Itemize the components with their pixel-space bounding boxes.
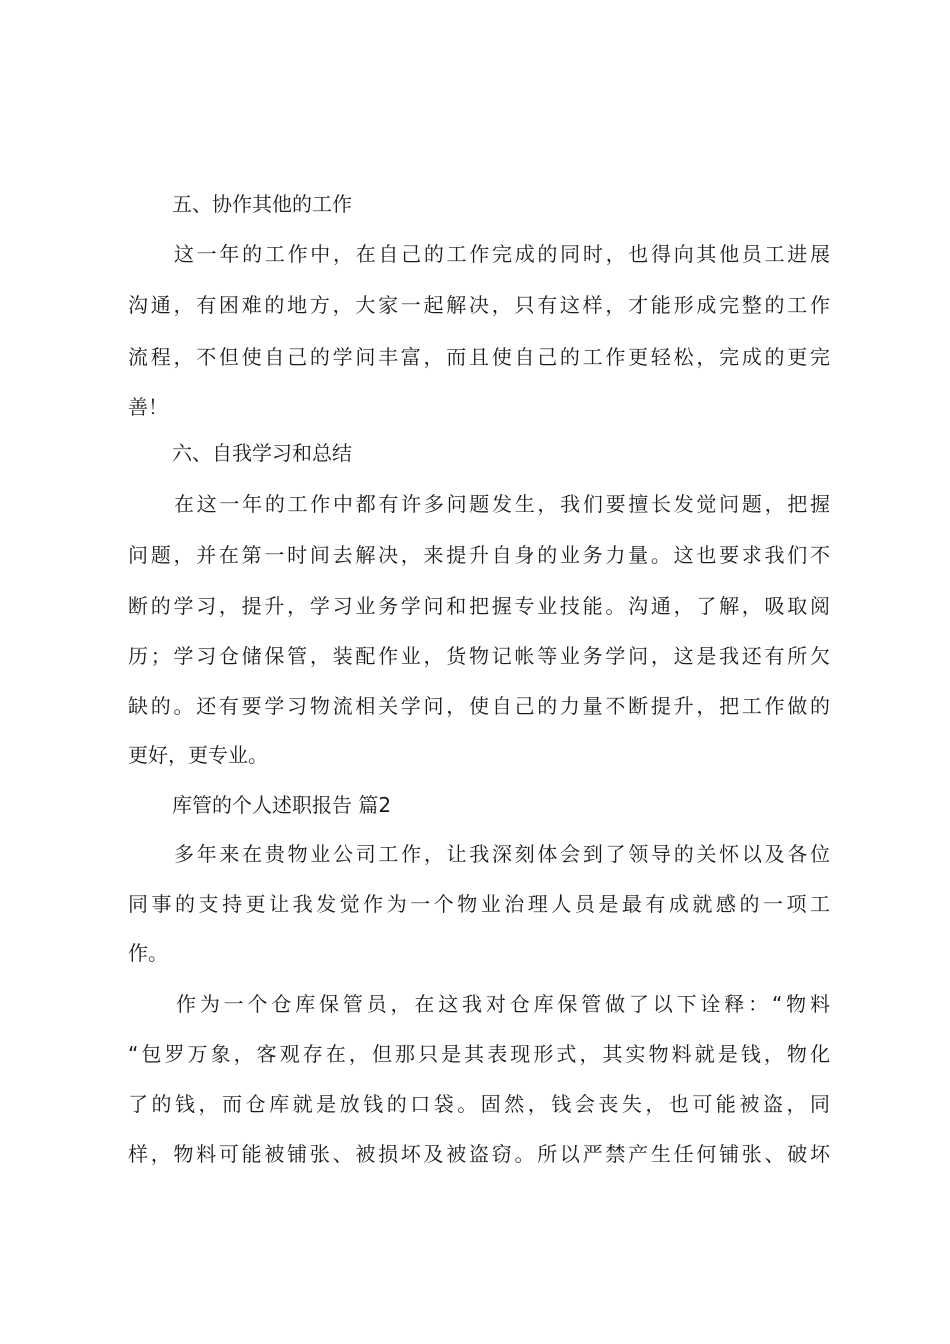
paragraph-line: 缺的。还有要学习物流相关学问，使自己的力量不断提升，把工作做的: [128, 694, 830, 718]
paragraph-line: 流程，不但使自己的学问丰富，而且使自己的工作更轻松，完成的更完: [128, 345, 830, 369]
paragraph-line: 在这一年的工作中都有许多问题发生，我们要擅长发觉问题，把握: [174, 492, 830, 516]
section-heading-6: 六、自我学习和总结: [172, 441, 352, 465]
paragraph-line: 善！: [128, 395, 168, 419]
paragraph-line: 断的学习，提升，学习业务学问和把握专业技能。沟通，了解，吸取阅: [128, 594, 830, 618]
paragraph-line: 同事的支持更让我发觉作为一个物业治理人员是最有成就感的一项工: [128, 892, 830, 916]
paragraph-line: 多年来在贵物业公司工作，让我深刻体会到了领导的关怀以及各位: [174, 842, 830, 866]
paragraph-line: 这一年的工作中，在自己的工作完成的同时，也得向其他员工进展: [174, 242, 830, 266]
paragraph-line: 作。: [128, 941, 168, 965]
paragraph-line: “包罗万象，客观存在，但那只是其表现形式，其实物料就是钱，物化: [128, 1042, 830, 1066]
section-heading-5: 五、协作其他的工作: [172, 192, 352, 216]
paragraph-line: 作为一个仓库保管员，在这我对仓库保管做了以下诠释：“物料: [176, 992, 830, 1016]
report-title: 库管的个人述职报告 篇2: [172, 793, 392, 817]
paragraph-line: 更好，更专业。: [128, 743, 268, 767]
paragraph-line: 历；学习仓储保管，装配作业，货物记帐等业务学问，这是我还有所欠: [128, 644, 830, 668]
paragraph-line: 了的钱，而仓库就是放钱的口袋。固然，钱会丧失，也可能被盗，同: [128, 1092, 830, 1116]
paragraph-line: 样，物料可能被铺张、被损坏及被盗窃。所以严禁产生任何铺张、破坏: [128, 1142, 830, 1166]
paragraph-line: 问题，并在第一时间去解决，来提升自身的业务力量。这也要求我们不: [128, 543, 830, 567]
paragraph-line: 沟通，有困难的地方，大家一起解决，只有这样，才能形成完整的工作: [128, 293, 830, 317]
